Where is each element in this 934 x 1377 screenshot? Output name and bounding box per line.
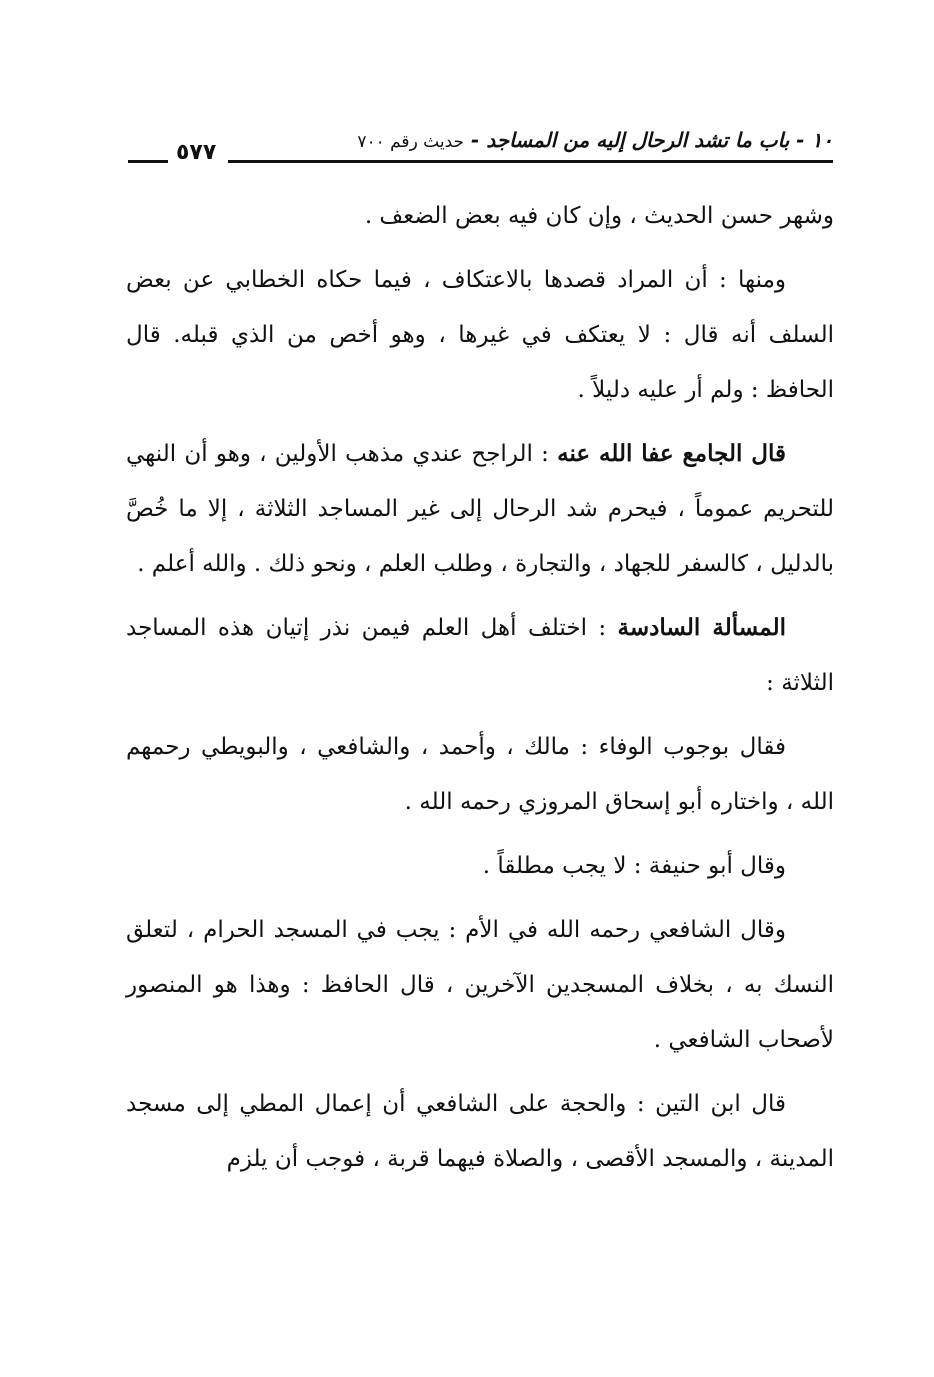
paragraph xyxy=(126,902,834,1068)
hadith-reference: حديث رقم ٧٠٠ xyxy=(357,132,465,152)
header-rule xyxy=(228,160,833,163)
paragraph-text: وقال الشافعي رحمه الله في الأم : يجب في المسجد الحرام ، لتعلق النسك به ، بخلاف المسجدين الآخرين ، قال الحافظ : وهذا هو المنصور لأصحاب الشافعي . xyxy=(126,917,834,1053)
paragraph xyxy=(126,426,834,592)
paragraph xyxy=(126,1076,834,1187)
paragraph-text: وشهر حسن الحديث ، وإن كان فيه بعض الضعف . xyxy=(364,203,834,229)
page-number: ٥٧٧ xyxy=(176,140,217,165)
body-text xyxy=(126,188,834,1195)
page-header xyxy=(128,128,833,178)
paragraph xyxy=(126,188,834,244)
paragraph-text: ومنها : أن المراد قصدها بالاعتكاف ، فيما حكاه الخطابي عن بعض السلف أنه قال : لا يعتكف في غيرها ، وهو أخص من الذي قبله. قال الحافظ : ولم أر عليه دليلاً . xyxy=(126,267,834,403)
paragraph xyxy=(126,838,834,894)
title-separator: - xyxy=(464,128,487,152)
paragraph-text: : الراجح عندي مذهب الأولين ، وهو أن النهي للتحريم عموماً ، فيحرم شد الرحال إلى غير المساجد الثلاثة ، إلا ما خُصَّ بالدليل ، كالسفر للجهاد ، والتجارة ، وطلب العلم ، ونحو ذلك . والله أعلم . xyxy=(126,441,834,577)
paragraph-text: فقال بوجوب الوفاء : مالك ، وأحمد ، والشافعي ، والبويطي رحمهم الله ، واختاره أبو إسحاق المروزي رحمه الله . xyxy=(126,734,834,815)
paragraph-text: وقال أبو حنيفة : لا يجب مطلقاً . xyxy=(482,853,786,879)
paragraph-text: قال ابن التين : والحجة على الشافعي أن إعمال المطي إلى مسجد المدينة ، والمسجد الأقصى ، والصلاة فيهما قربة ، فوجب أن يلزم xyxy=(126,1091,834,1172)
running-title xyxy=(357,128,833,152)
paragraph xyxy=(126,600,834,711)
paragraph-text: : اختلف أهل العلم فيمن نذر إتيان هذه المساجد الثلاثة : xyxy=(126,615,834,696)
paragraph xyxy=(126,252,834,418)
paragraph-lead: المسألة السادسة xyxy=(617,614,786,641)
header-rule-short xyxy=(128,160,168,163)
paragraph xyxy=(126,719,834,830)
chapter-title: ١٠ - باب ما تشد الرحال إليه من المساجد xyxy=(486,128,833,152)
paragraph-lead: قال الجامع عفا الله عنه xyxy=(557,440,786,467)
